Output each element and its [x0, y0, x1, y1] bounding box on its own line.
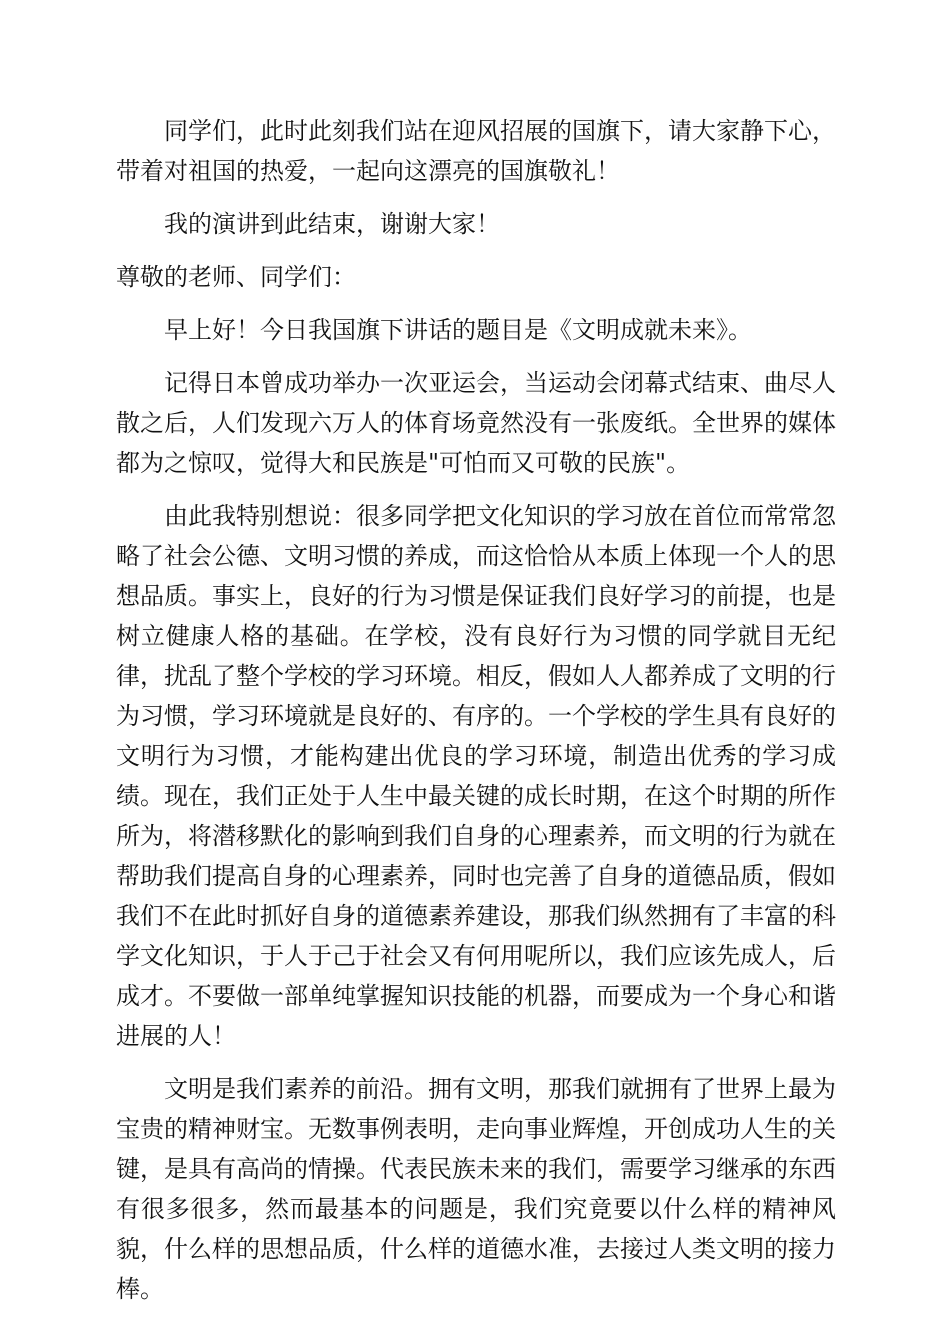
paragraph-flag-salute: 同学们，此时此刻我们站在迎风招展的国旗下，请大家静下心，带着对祖国的热爱，一起向这漂亮的国旗敬礼！ [116, 117, 836, 185]
paragraph-closing-thanks: 我的演讲到此结束，谢谢大家！ [164, 210, 500, 238]
paragraph-asian-games-story: 记得日本曾成功举办一次亚运会，当运动会闭幕式结束、曲尽人散之后，人们发现六万人的体育场竟然没有一张废纸。全世界的媒体都为之惊叹，觉得大和民族是"可怕而又可敬的民族"。 [116, 369, 836, 477]
paragraph-salutation: 尊敬的老师、同学们： [116, 263, 356, 291]
paragraph-behavior-habits: 由此我特别想说：很多同学把文化知识的学习放在首位而常常忽略了社会公德、文明习惯的养成，而这恰恰从本质上体现一个人的思想品质。事实上，良好的行为习惯是保证我们良好学习的前提，也是树立健康人格的基础。在学校，没有良好行为习惯的同学就目无纪律，扰乱了整个学校的学习环境。相反，假如人人都养成了文明的行为习惯，学习环境就是良好的、有序的。一个学校的学生具有良好的文明行为习惯，才能构建出优良的学习环境，制造出优秀的学习成绩。现在，我们正处于人生中最关键的成长时期，在这个时期的所作所为，将潜移默化的影响到我们自身的心理素养，而文明的行为就在帮助我们提高自身的心理素养，同时也完善了自身的道德品质，假如我们不在此时抓好自身的道德素养建设，那我们纵然拥有了丰富的科学文化知识，于人于己于社会又有何用呢所以，我们应该先成人，后成才。不要做一部单纯掌握知识技能的机器，而要成为一个身心和谐进展的人！ [116, 502, 836, 1050]
document-body [116, 111, 836, 1322]
paragraph-speech-topic: 早上好！今日我国旗下讲话的题目是《文明成就未来》。 [164, 316, 752, 344]
paragraph-civilization-frontier: 文明是我们素养的前沿。拥有文明，那我们就拥有了世界上最为宝贵的精神财宝。无数事例表明，走向事业辉煌，开创成功人生的关键，是具有高尚的情操。代表民族未来的我们，需要学习继承的东西有很多很多，然而最基本的问题是，我们究竟要以什么样的精神风貌，什么样的思想品质，什么样的道德水准，去接过人类文明的接力棒。 [116, 1075, 836, 1303]
